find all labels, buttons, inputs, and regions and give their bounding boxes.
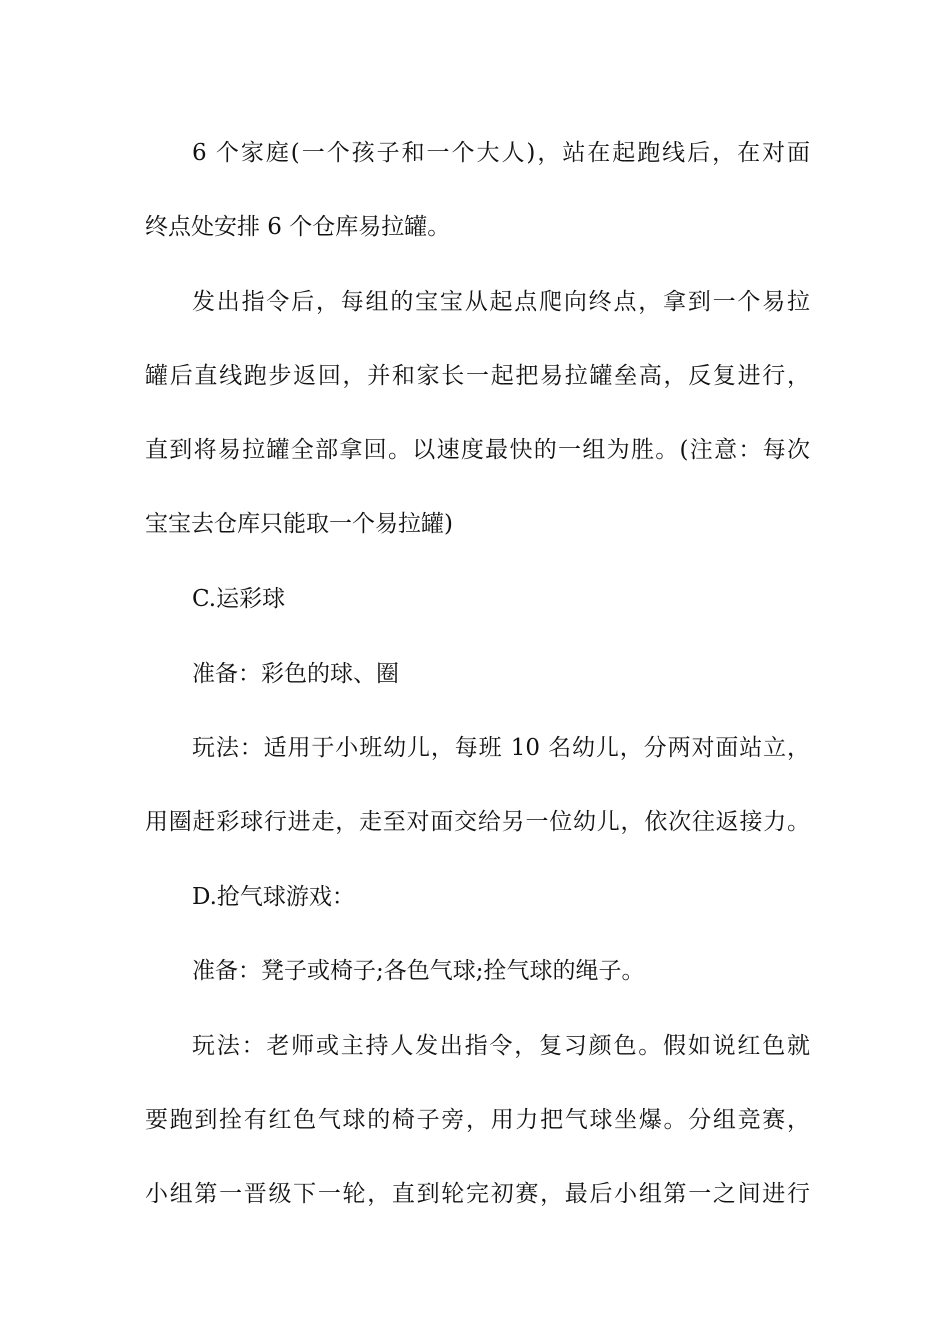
- paragraph-line: 准备：凳子或椅子;各色气球;拴气球的绳子。: [192, 958, 645, 984]
- paragraph-line: 玩法：老师或主持人发出指令，复习颜色。假如说红色就: [192, 1033, 810, 1059]
- paragraph-line: 宝宝去仓库只能取一个易拉罐): [145, 511, 453, 537]
- paragraph-line: 直到将易拉罐全部拿回。以速度最快的一组为胜。(注意：每次: [145, 437, 810, 463]
- paragraph-line: 发出指令后，每组的宝宝从起点爬向终点，拿到一个易拉: [192, 289, 810, 315]
- paragraph-line: 6 个家庭(一个孩子和一个大人)，站在起跑线后，在对面: [192, 140, 810, 166]
- paragraph-line: 小组第一晋级下一轮，直到轮完初赛，最后小组第一之间进行: [145, 1181, 810, 1207]
- paragraph-line: 玩法：适用于小班幼儿，每班 10 名幼儿，分两对面站立，: [192, 735, 810, 761]
- paragraph-line: 用圈赶彩球行进走，走至对面交给另一位幼儿，依次往返接力。: [145, 809, 810, 835]
- paragraph-line: 准备：彩色的球、圈: [192, 661, 399, 687]
- paragraph-line: 罐后直线跑步返回，并和家长一起把易拉罐垒高，反复进行，: [145, 363, 810, 389]
- paragraph-line: 终点处安排 6 个仓库易拉罐。: [145, 214, 451, 240]
- section-heading: C.运彩球: [192, 586, 286, 612]
- paragraph-line: 要跑到拴有红色气球的椅子旁，用力把气球坐爆。分组竞赛，: [145, 1107, 810, 1133]
- section-heading: D.抢气球游戏：: [192, 884, 355, 910]
